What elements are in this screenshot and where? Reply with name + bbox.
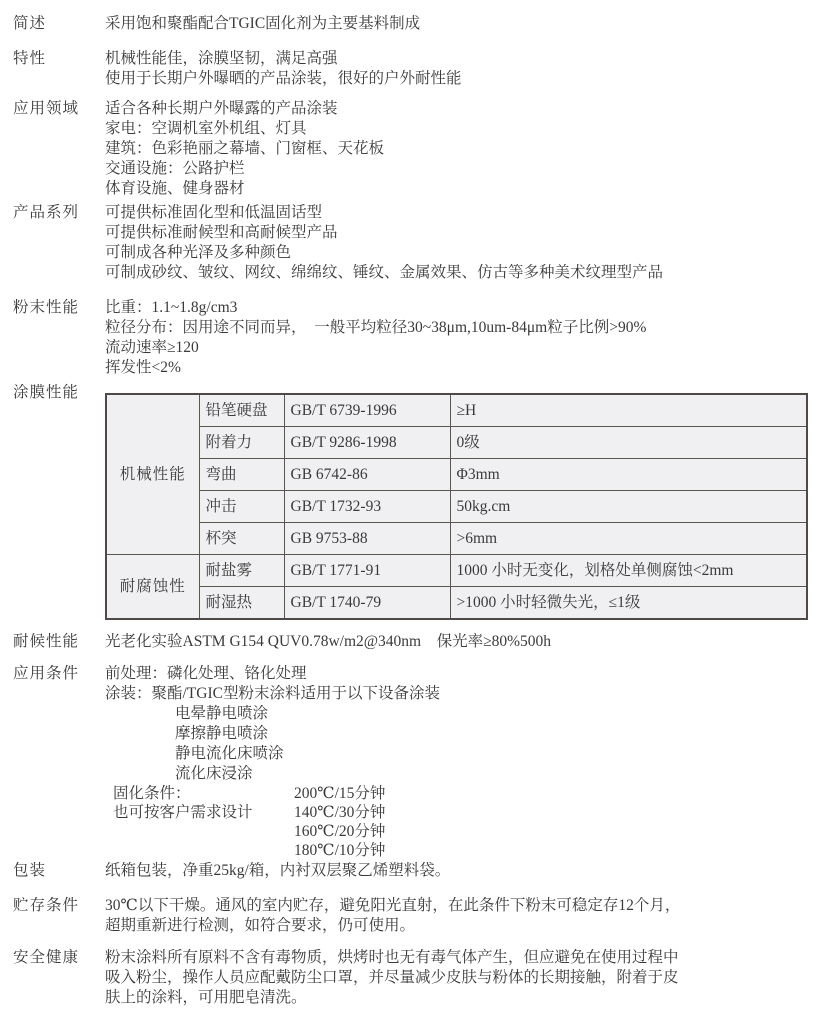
section-content (105, 298, 830, 378)
section-product-series (0, 203, 830, 283)
section-content (105, 664, 830, 860)
section-content (105, 896, 830, 936)
table-cell: GB 6742-86 (284, 459, 450, 491)
curing-label-spacer (105, 841, 294, 860)
table-cell: 铅笔硬盘 (199, 394, 284, 427)
table-row (106, 459, 807, 491)
section-content (105, 948, 830, 1008)
curing-label: 固化条件： (113, 785, 191, 802)
film-performance-table (105, 393, 808, 620)
text-line: 交通设施：公路护栏 (105, 160, 245, 177)
coating-method: 静电流化床喷涂 (175, 745, 284, 762)
table-cell: ≥H (450, 394, 807, 427)
text-line: 家电：空调机室外机组、灯具 (105, 120, 307, 137)
table-cell: 附着力 (199, 427, 284, 459)
text-line: 挥发性<2% (105, 359, 181, 376)
section-weather-resistance (0, 632, 830, 652)
section-content (105, 632, 830, 652)
text-line: 机械性能佳，涂膜坚韧，满足高强 (105, 50, 338, 67)
text-line: 纸箱包装，净重25kg/箱，内衬双层聚乙烯塑料袋。 (105, 862, 451, 879)
table-cell: GB/T 9286-1998 (284, 427, 450, 459)
curing-option: 180℃/10分钟 (294, 842, 386, 859)
text-line: 可提供标准耐候型和高耐候型产品 (105, 224, 338, 241)
curing-label: 也可按客户需求设计 (113, 804, 253, 821)
coating-method: 电晕静电喷涂 (175, 705, 269, 722)
curing-option: 200℃/15分钟 (294, 785, 386, 802)
table-row (106, 427, 807, 459)
text-line: 采用饱和聚酯配合TGIC固化剂为主要基料制成 (105, 15, 421, 32)
text-line: 可制成各种光泽及多种颜色 (105, 244, 292, 261)
table-cell: GB 9753-88 (284, 523, 450, 555)
curing-row (105, 822, 830, 841)
text-line: 体育设施、健身器材 (105, 180, 245, 197)
text-line: 30℃以下干燥。通风的室内贮存，避免阳光直射，在此条件下粉末可稳定存12个月， (105, 897, 681, 914)
section-label: 应用领域 (13, 100, 80, 117)
table-group-cell: 机械性能 (106, 394, 199, 555)
section-content (105, 99, 830, 199)
text-line: 比重：1.1~1.8g/cm3 (105, 299, 238, 316)
table-cell: 1000 小时无变化，划格处单侧腐蚀<2mm (450, 555, 807, 587)
table-cell: Φ3mm (450, 459, 807, 491)
curing-row (105, 803, 830, 822)
table-cell: 0级 (450, 427, 807, 459)
table-cell: GB/T 1771-91 (284, 555, 450, 587)
section-label: 包装 (13, 862, 47, 879)
table-cell: 耐湿热 (199, 587, 284, 620)
section-application-conditions (0, 664, 830, 860)
section-label: 应用条件 (13, 665, 80, 682)
section-content (105, 49, 830, 89)
section-film-properties (0, 383, 830, 620)
table-row (106, 491, 807, 523)
section-applications (0, 99, 830, 199)
section-packaging (0, 861, 830, 881)
section-label: 粉末性能 (13, 299, 80, 316)
table-cell: GB/T 1740-79 (284, 587, 450, 620)
table-cell: >6mm (450, 523, 807, 555)
curing-row (105, 841, 830, 860)
text-line: 超期重新进行检测，如符合要求，仍可使用。 (105, 917, 416, 934)
text-line: 使用于长期户外曝晒的产品涂装，很好的户外耐性能 (105, 70, 462, 87)
table-cell: 冲击 (199, 491, 284, 523)
section-content (105, 14, 830, 34)
curing-label-spacer (105, 822, 294, 841)
section-label: 简述 (13, 15, 47, 32)
section-storage (0, 896, 830, 936)
section-brief (0, 14, 830, 34)
section-label: 涂膜性能 (13, 384, 80, 401)
table-row (106, 555, 807, 587)
pretreatment-line: 前处理：磷化处理、铬化处理 (105, 665, 307, 682)
table-cell: GB/T 1732-93 (284, 491, 450, 523)
table-group-cell: 耐腐蚀性 (106, 555, 199, 620)
text-line: 吸入粉尘，操作人员应配戴防尘口罩，并尽量减少皮肤与粉体的长期接触，附着于皮 (105, 969, 679, 986)
section-powder-properties (0, 298, 830, 378)
table-cell: >1000 小时轻微失光，≤1级 (450, 587, 807, 620)
text-line: 粉末涂料所有原料不含有毒物质，烘烤时也无有毒气体产生，但应避免在使用过程中 (105, 949, 679, 966)
text-line: 肤上的涂料，可用肥皂清洗。 (105, 989, 307, 1006)
text-line: 建筑：色彩艳丽之幕墙、门窗框、天花板 (105, 140, 385, 157)
section-label: 特性 (13, 50, 47, 67)
text-line: 可提供标准固化型和低温固话型 (105, 204, 323, 221)
text-line: 可制成砂纹、皱纹、网纹、绵绵纹、锤纹、金属效果、仿古等多种美术纹理型产品 (105, 264, 664, 281)
curing-option: 140℃/30分钟 (294, 804, 386, 821)
table-cell: GB/T 6739-1996 (284, 394, 450, 427)
section-label: 产品系列 (13, 204, 80, 221)
table-cell: 耐盐雾 (199, 555, 284, 587)
text-line: 流动速率≥120 (105, 339, 199, 356)
table-row (106, 587, 807, 620)
coating-method: 摩擦静电喷涂 (175, 725, 269, 742)
section-features (0, 49, 830, 89)
table-cell: 50kg.cm (450, 491, 807, 523)
text-line: 光老化实验ASTM G154 QUV0.78w/m2@340nm 保光率≥80%500h (105, 633, 552, 650)
table-cell: 弯曲 (199, 459, 284, 491)
text-line: 适合各种长期户外曝露的产品涂装 (105, 100, 338, 117)
table-cell: 杯突 (199, 523, 284, 555)
section-label: 贮存条件 (13, 897, 80, 914)
section-content (105, 383, 830, 620)
coating-intro-line: 涂装：聚酯/TGIC型粉末涂料适用于以下设备涂装 (105, 685, 440, 702)
table-row (106, 394, 807, 427)
curing-row (105, 784, 830, 803)
section-content (105, 861, 830, 881)
section-label: 耐候性能 (13, 633, 80, 650)
text-line: 粒径分布：因用途不同而异， 一般平均粒径30~38μm,10um-84μm粒子比例>90% (105, 319, 647, 336)
coating-method: 流化床浸涂 (175, 765, 253, 782)
curing-conditions-block (105, 784, 830, 860)
curing-option: 160℃/20分钟 (294, 823, 386, 840)
table-row (106, 523, 807, 555)
section-label: 安全健康 (13, 949, 80, 966)
section-safety (0, 948, 830, 1008)
section-content (105, 203, 830, 283)
